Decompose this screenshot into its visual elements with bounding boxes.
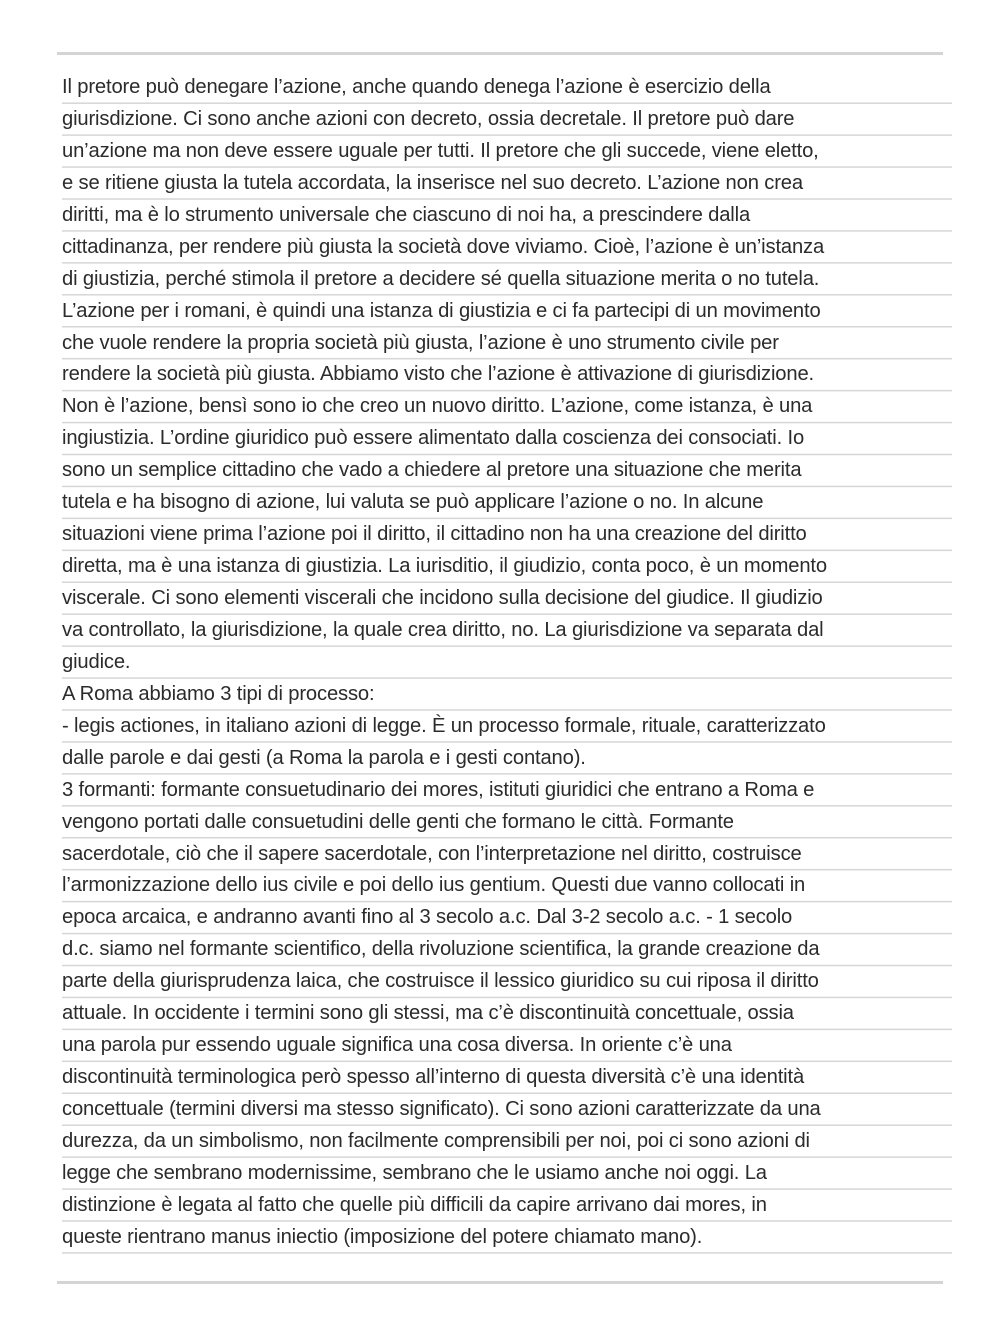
text-line: L’azione per i romani, è quindi una istanza di giustizia e ci fa partecipi di un movimento	[62, 299, 821, 322]
text-line: discontinuità terminologica però spesso all’interno di questa diversità c’è una identità	[62, 1066, 805, 1089]
text-line: Il pretore può denegare l’azione, anche quando denega l’azione è esercizio della	[62, 76, 771, 98]
document-body	[62, 72, 952, 1254]
text-line: diritti, ma è lo strumento universale che ciascuno di noi ha, a prescindere dalla	[62, 203, 751, 226]
text-line: epoca arcaica, e andranno avanti fino al 3 secolo a.c. Dal 3-2 secolo a.c. - 1 secolo	[62, 906, 793, 929]
text-line: concettuale (termini diversi ma stesso significato). Ci sono azioni caratterizzate da una	[62, 1098, 821, 1120]
text-line: d.c. siamo nel formante scientifico, della rivoluzione scientifica, la grande creazione da	[62, 938, 820, 961]
text-line: Non è l’azione, bensì sono io che creo un nuovo diritto. L’azione, come istanza, è una	[62, 395, 813, 418]
text-line: vengono portati dalle consuetudini delle genti che formano le città. Formante	[62, 810, 734, 833]
text-line: va controllato, la giurisdizione, la quale crea diritto, no. La giurisdizione va separata dal	[62, 618, 824, 641]
text-line: viscerale. Ci sono elementi viscerali che incidono sulla decisione del giudice. Il giudizio	[62, 587, 823, 609]
text-line: 3 formanti: formante consuetudinario dei mores, istituti giuridici che entrano a Roma e	[62, 778, 815, 801]
text-line: sono un semplice cittadino che vado a chiedere al pretore una situazione che merita	[62, 459, 802, 482]
text-line: - legis actiones, in italiano azioni di legge. È un processo formale, rituale, caratterizzato	[62, 714, 826, 737]
text-line: legge che sembrano modernissime, sembrano che le usiamo anche noi oggi. La	[62, 1161, 767, 1184]
text-line: attuale. In occidente i termini sono gli stessi, ma c’è discontinuità concettuale, ossia	[62, 1002, 794, 1025]
text-line: dalle parole e dai gesti (a Roma la parola e i gesti contano).	[62, 746, 586, 769]
text-line: cittadinanza, per rendere più giusta la società dove viviamo. Cioè, l’azione è un’istanza	[62, 235, 825, 258]
top-divider	[57, 52, 943, 55]
text-line: distinzione è legata al fatto che quelle più difficili da capire arrivano dai mores, in	[62, 1193, 767, 1216]
text-line: tutela e ha bisogno di azione, lui valuta se può applicare l’azione o no. In alcune	[62, 491, 764, 514]
text-line: rendere la società più giusta. Abbiamo visto che l’azione è attivazione di giurisdizione.	[62, 363, 814, 386]
text-line: parte della giurisprudenza laica, che costruisce il lessico giuridico su cui riposa il diritto	[62, 970, 819, 993]
text-line: di giustizia, perché stimola il pretore a decidere sé quella situazione merita o no tutela.	[62, 267, 820, 290]
text-line: durezza, da un simbolismo, non facilmente comprensibili per noi, poi ci sono azioni di	[62, 1129, 810, 1152]
text-line: sacerdotale, ciò che il sapere sacerdotale, con l’interpretazione nel diritto, costruisce	[62, 842, 802, 865]
text-line: situazioni viene prima l’azione poi il diritto, il cittadino non ha una creazione del diritto	[62, 523, 807, 546]
text-line: l’armonizzazione dello ius civile e poi dello ius gentium. Questi due vanno collocati in	[62, 874, 806, 897]
text-line: e se ritiene giusta la tutela accordata, la inserisce nel suo decreto. L’azione non crea	[62, 171, 803, 194]
text-line: una parola pur essendo uguale significa una cosa diversa. In oriente c’è una	[62, 1034, 732, 1057]
text-line: giudice.	[62, 650, 131, 673]
text-line: queste rientrano manus iniectio (imposizione del potere chiamato mano).	[62, 1225, 703, 1248]
text-line: un’azione ma non deve essere uguale per tutti. Il pretore che gli succede, viene eletto,	[62, 139, 819, 162]
bottom-divider	[57, 1281, 943, 1284]
text-line: giurisdizione. Ci sono anche azioni con decreto, ossia decretale. Il pretore può dare	[62, 107, 795, 130]
text-line: A Roma abbiamo 3 tipi di processo:	[62, 682, 375, 705]
text-line: ingiustizia. L’ordine giuridico può essere alimentato dalla coscienza dei consociati. Io	[62, 427, 805, 450]
text-line: diretta, ma è una istanza di giustizia. La iurisditio, il giudizio, conta poco, è un momento	[62, 555, 827, 578]
text-line: che vuole rendere la propria società più giusta, l’azione è uno strumento civile per	[62, 331, 779, 354]
